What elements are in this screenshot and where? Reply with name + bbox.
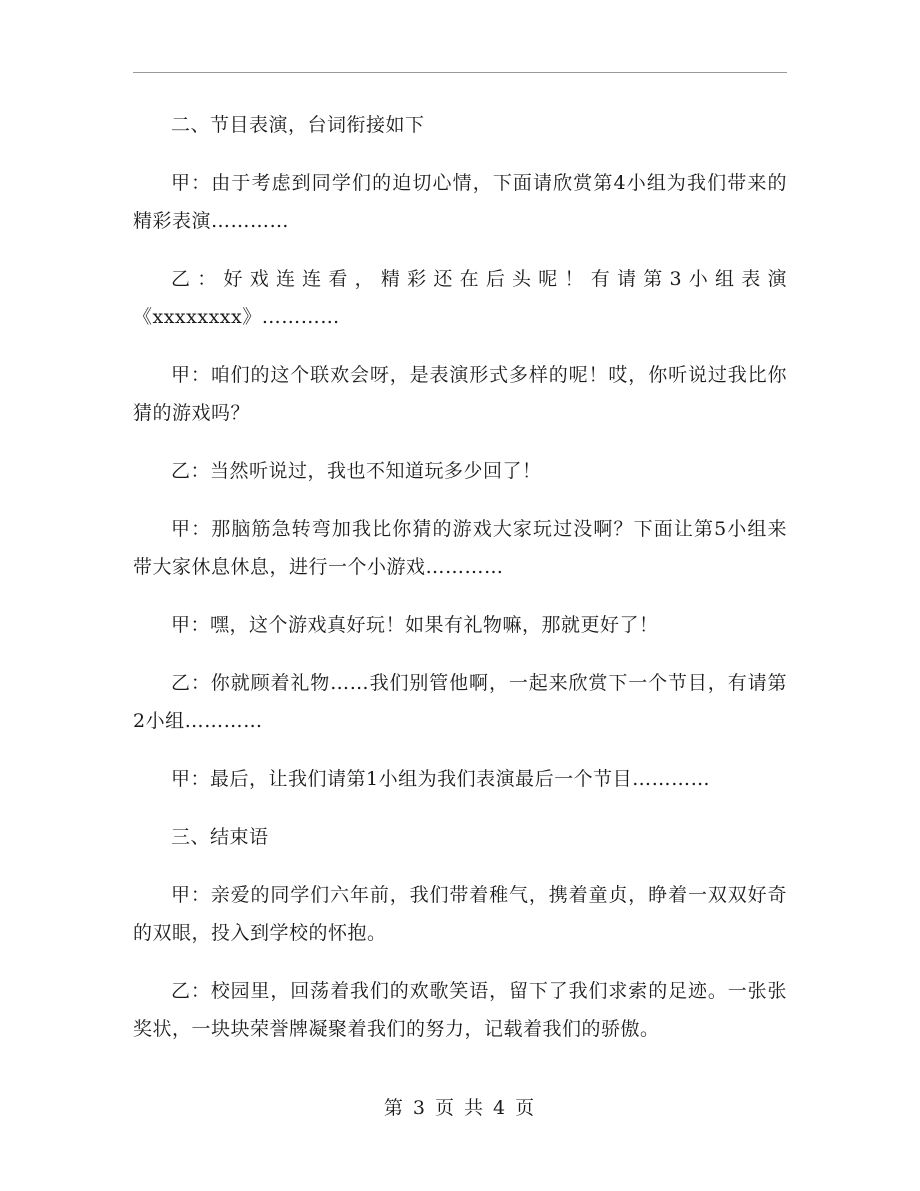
dialogue-paragraph: 乙：校园里，回荡着我们的欢歌笑语，留下了我们求索的足迹。一张张奖状，一块块荣誉牌凝聚着我们的努力，记载着我们的骄傲。 <box>133 980 787 1040</box>
dialogue-paragraph: 甲：由于考虑到同学们的迫切心情，下面请欣赏第4小组为我们带来的精彩表演………… <box>133 172 787 232</box>
page-footer <box>0 1095 920 1121</box>
dialogue-paragraph: 甲：最后，让我们请第1小组为我们表演最后一个节目………… <box>171 768 711 790</box>
dialogue-paragraph: 乙：好戏连连看，精彩还在后头呢！有请第3小组表演《xxxxxxxx》………… <box>133 268 787 328</box>
section-heading-closing: 三、结束语 <box>171 826 269 848</box>
document-body <box>133 106 787 1068</box>
dialogue-paragraph: 甲：嘿，这个游戏真好玩！如果有礼物嘛，那就更好了！ <box>171 614 659 636</box>
dialogue-paragraph: 甲：那脑筋急转弯加我比你猜的游戏大家玩过没啊？下面让第5小组来带大家休息休息，进行一个小游戏………… <box>133 518 787 578</box>
page-number-label: 第 3 页 共 4 页 <box>383 1097 537 1119</box>
dialogue-paragraph: 乙：你就顾着礼物……我们别管他啊，一起来欣赏下一个节目，有请第2小组………… <box>133 672 787 732</box>
dialogue-paragraph: 甲：咱们的这个联欢会呀，是表演形式多样的呢！哎，你听说过我比你猜的游戏吗？ <box>133 364 787 424</box>
header-rule <box>133 72 787 73</box>
dialogue-paragraph: 甲：亲爱的同学们六年前，我们带着稚气，携着童贞，睁着一双双好奇的双眼，投入到学校的怀抱。 <box>133 884 787 944</box>
section-heading-program: 二、节目表演，台词衔接如下 <box>171 114 425 136</box>
dialogue-paragraph: 乙：当然听说过，我也不知道玩多少回了！ <box>171 460 542 482</box>
